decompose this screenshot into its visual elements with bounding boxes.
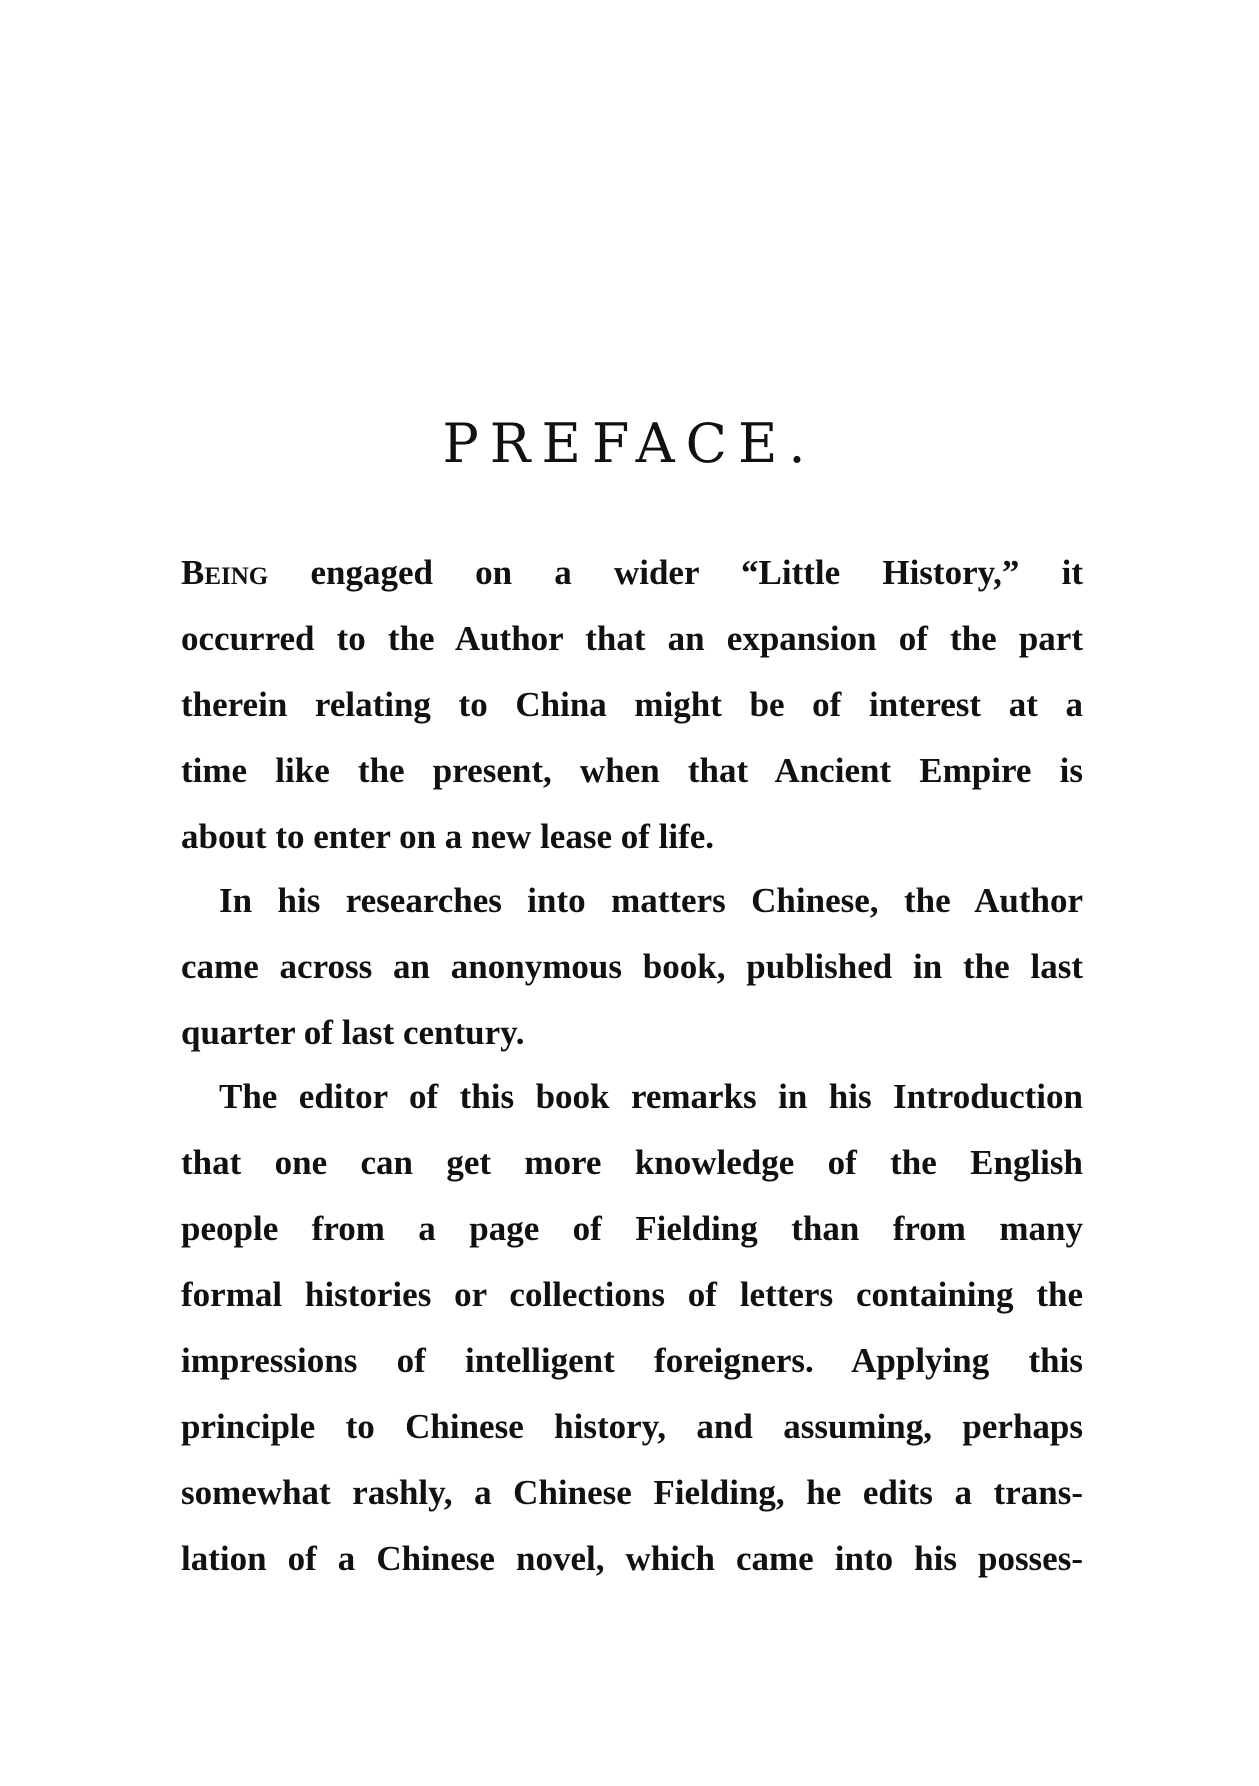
text-line: somewhat rashly, a Chinese Fielding, he edits a trans-	[181, 1473, 1083, 1512]
first-word: Being	[181, 553, 269, 592]
text-line: In his researches into matters Chinese, the Author	[219, 881, 1083, 920]
text-line: time like the present, when that Ancient Empire is	[181, 751, 1083, 790]
text-line: came across an anonymous book, published in the last	[181, 947, 1083, 986]
page-title: PREFACE.	[442, 412, 817, 475]
text-line: quarter of last century.	[181, 1013, 525, 1052]
paragraph-1	[181, 540, 1083, 870]
text-line: that one can get more knowledge of the English	[181, 1143, 1083, 1182]
text-line: lation of a Chinese novel, which came into his posses-	[181, 1539, 1083, 1578]
paragraph-3	[181, 1064, 1083, 1592]
paragraph-2	[181, 868, 1083, 1066]
text-line: formal histories or collections of letters containing the	[181, 1275, 1083, 1314]
text-line: people from a page of Fielding than from many	[181, 1209, 1083, 1248]
text-line: impressions of intelligent foreigners. Applying this	[181, 1341, 1083, 1380]
text-line: Being engaged on a wider “Little History,” it	[181, 553, 1083, 592]
text-line: about to enter on a new lease of life.	[181, 817, 715, 856]
text-line: principle to Chinese history, and assuming, perhaps	[181, 1407, 1083, 1446]
text-line: The editor of this book remarks in his Introduction	[219, 1077, 1083, 1116]
text-line: therein relating to China might be of interest at a	[181, 685, 1083, 724]
text-line: occurred to the Author that an expansion of the part	[181, 619, 1083, 658]
